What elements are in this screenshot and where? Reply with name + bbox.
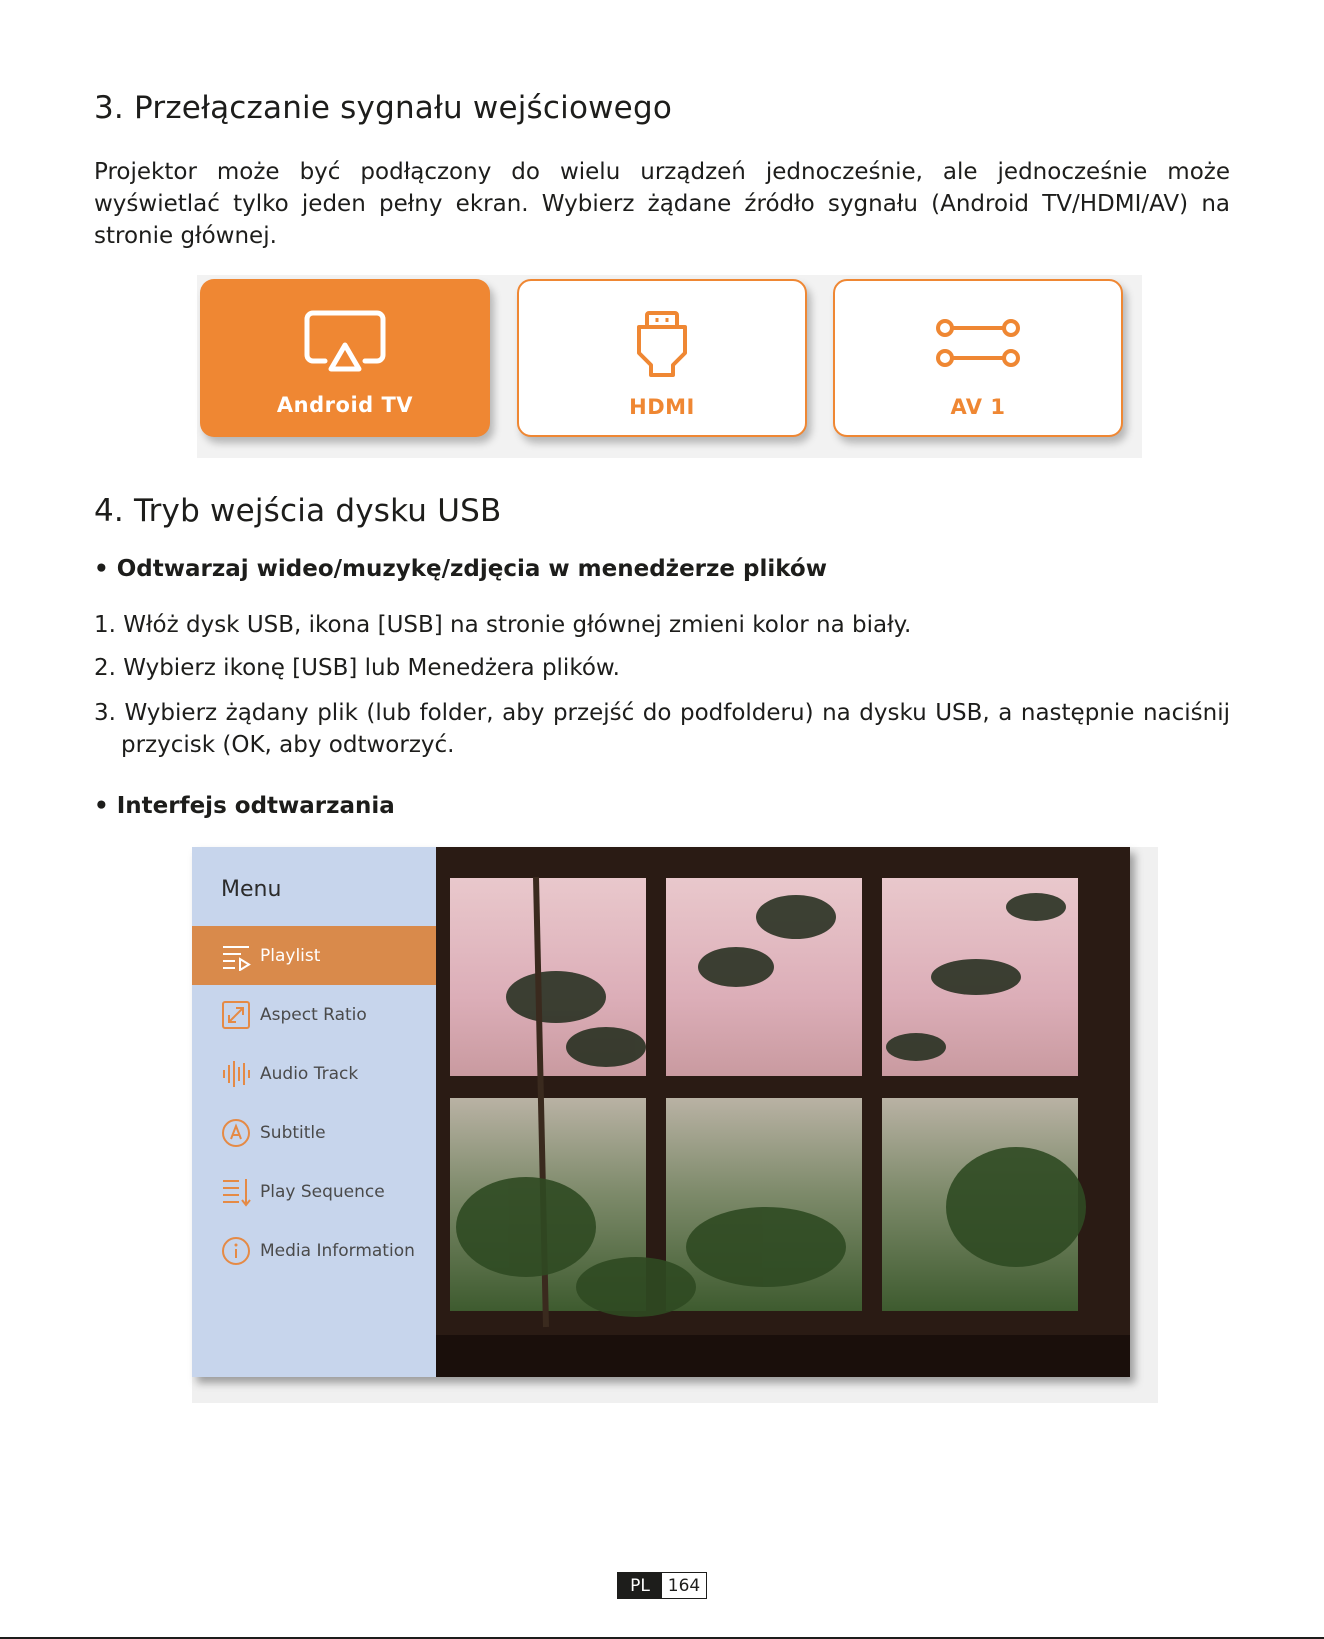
source-card-av1[interactable] [833,279,1123,437]
cast-icon [300,307,390,377]
page-footer [617,1572,707,1599]
menu-item-media-information[interactable] [192,1221,436,1280]
playback-screenshot [192,847,1158,1403]
video-frame [436,847,1130,1377]
menu-item-label: Playlist [260,945,321,966]
step-3: 3. Wybierz żądany plik (lub folder, aby przejść do podfolderu) na dysku USB, a następnie naciśnij przycisk (OK, aby odtworzyć. [94,700,1230,758]
menu-item-aspect-ratio[interactable] [192,985,436,1044]
step-2: 2. Wybierz ikonę [USB] lub Menedżera plików. [94,655,620,681]
source-card-android-tv[interactable] [200,279,490,437]
page-number: 164 [662,1573,706,1598]
av-connector-icon [933,309,1023,379]
menu-item-audio-track[interactable] [192,1044,436,1103]
menu-item-subtitle[interactable] [192,1103,436,1162]
playlist-icon [220,940,252,972]
subheading-playback-interface: • Interfejs odtwarzania [94,793,395,819]
subtitle-icon [220,1117,252,1149]
menu-title: Menu [221,877,282,902]
source-selector [197,275,1142,458]
step-1: 1. Włóż dysk USB, ikona [USB] na stronie głównej zmieni kolor na biały. [94,612,912,638]
section-heading-input-switch: 3. Przełączanie sygnału wejściowego [94,90,672,126]
source-label: AV 1 [950,395,1006,419]
input-switch-paragraph: Projektor może być podłączony do wielu urządzeń jednocześnie, ale jednocześnie może wyświetlać tylko jeden pełny ekran. Wybierz żądane źródło sygnału (Android TV/HDMI/AV) na stronie głównej. [94,159,1230,249]
menu-item-playlist[interactable] [192,926,436,985]
subheading-file-manager: • Odtwarzaj wideo/muzykę/zdjęcia w menedżerze plików [94,556,827,582]
language-tag: PL [618,1573,662,1598]
audio-wave-icon [220,1058,252,1090]
source-label: Android TV [276,393,414,417]
section-heading-usb: 4. Tryb wejścia dysku USB [94,493,502,529]
hdmi-icon [617,309,707,379]
menu-item-label: Subtitle [260,1122,326,1143]
playback-menu [192,847,436,1377]
play-sequence-icon [220,1176,252,1208]
menu-item-label: Audio Track [260,1063,359,1084]
menu-item-play-sequence[interactable] [192,1162,436,1221]
info-icon [220,1235,252,1267]
window-sill [436,1335,1130,1377]
menu-item-label: Aspect Ratio [260,1004,367,1025]
menu-item-label: Play Sequence [260,1181,385,1202]
foliage-illustration [436,847,1130,1377]
source-card-hdmi[interactable] [517,279,807,437]
aspect-ratio-icon [220,999,252,1031]
source-label: HDMI [629,395,695,419]
menu-item-label: Media Information [260,1240,415,1261]
